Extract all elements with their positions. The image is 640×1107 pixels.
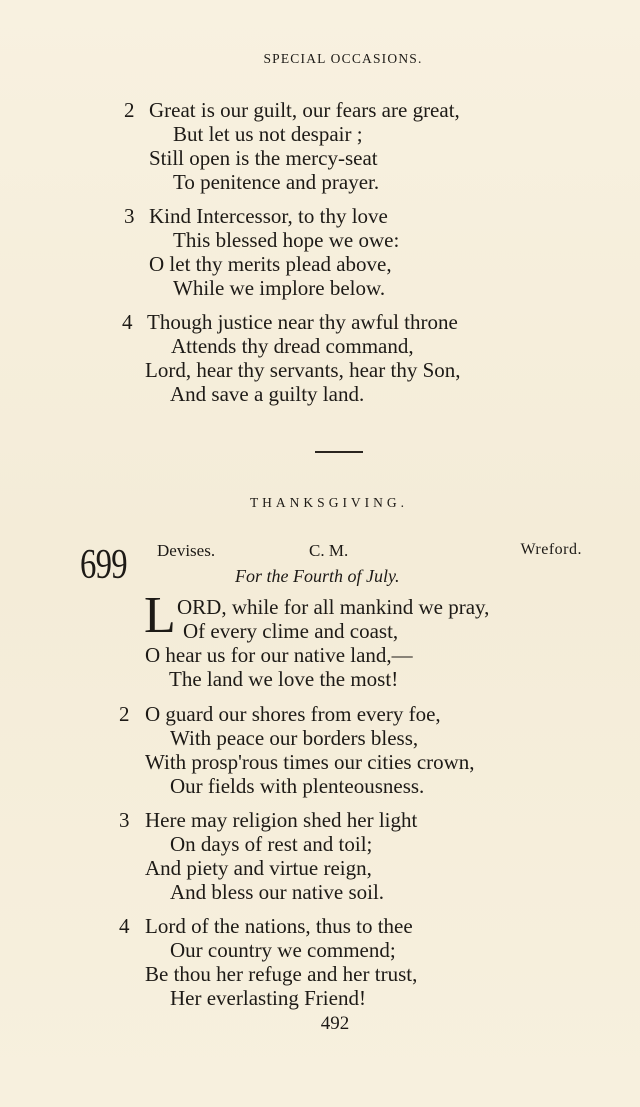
verse-line: O guard our shores from every foe, [145,702,441,726]
verse-line: To penitence and prayer. [173,170,380,194]
verse-line: With peace our borders bless, [170,726,419,750]
stanza-number: 4 [119,914,130,938]
verse-line: Lord of the nations, thus to thee [145,914,413,938]
verse-line: Be thou her refuge and her trust, [145,962,418,986]
verse-line: Her everlasting Friend! [170,986,366,1010]
stanza-number: 3 [119,808,130,832]
verse-line: O let thy merits plead above, [149,252,392,276]
page-number: 492 [320,1013,350,1034]
stanza-number: 2 [124,98,135,122]
section-title: THANKSGIVING. [249,495,409,510]
verse-line: With prosp'rous times our cities crown, [145,750,475,774]
verse-line: The land we love the most! [169,667,399,691]
hymn-meter: C. M. [309,541,349,560]
hymn-tune: Wreford. [520,541,582,558]
verse-line: Kind Intercessor, to thy love [149,204,388,228]
verse-line: Still open is the mercy-seat [149,146,378,170]
stanza-number: 2 [119,702,130,726]
hymn-author: Devises. [157,541,216,560]
verse-line: But let us not despair ; [173,122,363,146]
verse-line: Here may religion shed her light [145,808,418,832]
verse-line: ORD, while for all mankind we pray, [177,595,490,619]
verse-line: O hear us for our native land,— [145,643,413,667]
verse-line: Great is our guilt, our fears are great, [149,98,460,122]
section-divider [315,451,363,453]
hymn-occasion: For the Fourth of July. [235,566,400,586]
verse-line: Lord, hear thy servants, hear thy Son, [145,358,461,382]
verse-line: Our fields with plenteousness. [170,774,425,798]
verse-line: Of every clime and coast, [183,619,399,643]
verse-line: And save a guilty land. [170,382,365,406]
verse-line: On days of rest and toil; [170,832,373,856]
stanza-number: 4 [122,310,133,334]
verse-line: And piety and virtue reign, [145,856,372,880]
drop-cap: L [144,587,176,644]
verse-line: Attends thy dread command, [171,334,414,358]
stanza-number: 3 [124,204,135,228]
hymn-number: 699 [80,542,127,588]
verse-line: This blessed hope we owe: [173,228,400,252]
verse-line: And bless our native soil. [170,880,385,904]
verse-line: Though justice near thy awful throne [147,310,458,334]
running-header: SPECIAL OCCASIONS. [263,51,423,66]
verse-line: Our country we commend; [170,938,396,962]
verse-line: While we implore below. [173,276,386,300]
